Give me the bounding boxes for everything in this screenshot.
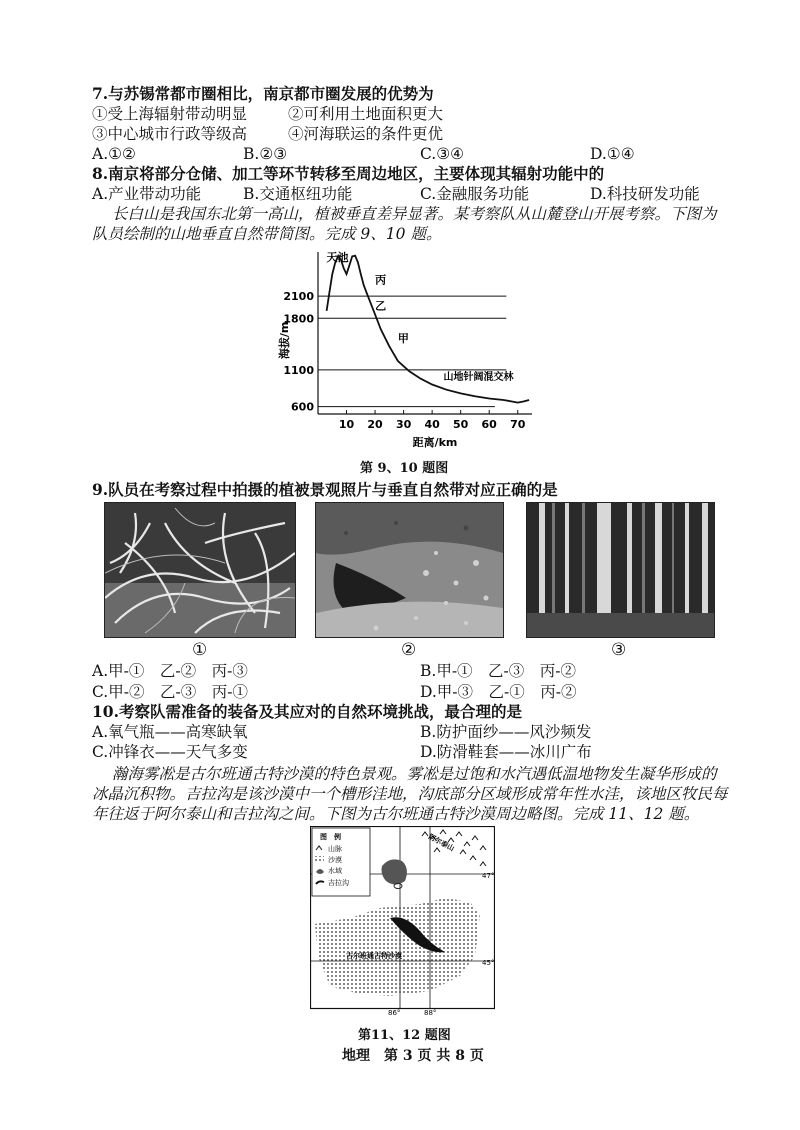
q8-option-c[interactable]: C.金融服务功能 (420, 185, 530, 203)
lat-label-47: 47° (482, 872, 495, 880)
gurbantunggut-map (310, 826, 495, 1016)
q7-item-4: ④河海联运的条件更优 (288, 125, 444, 143)
q7-option-b[interactable]: B.②③ (243, 145, 288, 163)
q10-option-b[interactable]: B.防护面纱——风沙频发 (420, 723, 592, 741)
q9-option-b[interactable]: B.甲-① 乙-③ 丙-② (420, 662, 577, 680)
q9-option-a[interactable]: A.甲-① 乙-② 丙-③ (92, 662, 248, 680)
q7-item-1: ①受上海辐射带动明显 (92, 105, 248, 123)
q8-option-d[interactable]: D.科技研发功能 (590, 185, 700, 203)
q7-option-c[interactable]: C.③④ (420, 145, 465, 163)
legend-title: 图 例 (320, 833, 341, 841)
lon-label-88: 88° (424, 1009, 437, 1016)
q7-item-3: ③中心城市行政等级高 (92, 125, 248, 143)
q8-option-a[interactable]: A.产业带动功能 (92, 185, 202, 203)
lat-label-45: 45° (482, 959, 495, 967)
intro-11-12-line-2: 冰晶沉积物。吉拉沟是该沙漠中一个槽形洼地，沟底部分区域形成常年性水洼，该地区牧民每 (92, 785, 728, 803)
q8-option-b[interactable]: B.交通枢纽功能 (243, 185, 353, 203)
x-tick-40: 40 (424, 418, 440, 431)
legend-gully: 吉拉沟 (328, 879, 349, 887)
intro-11-12-line-3: 年往返于阿尔泰山和吉拉沟之间。下图为古尔班通古特沙漠周边略图。完成 11、12 题。 (92, 805, 700, 823)
q9-stem: 9.队员在考察过程中拍摄的植被景观照片与垂直自然带对应正确的是 (92, 480, 558, 499)
photo-2-tundra-slope (315, 502, 504, 638)
vertical-zone-chart (260, 244, 550, 454)
x-tick-70: 70 (510, 418, 526, 431)
desert-label: 古尔班通古特沙漠 (346, 952, 402, 960)
q9-option-c[interactable]: C.甲-② 乙-③ 丙-① (92, 683, 248, 701)
label-zone-yi: 乙 (375, 299, 387, 313)
lon-label-86: 86° (388, 1009, 401, 1016)
x-tick-20: 20 (367, 418, 383, 431)
q7-option-a[interactable]: A.①② (92, 145, 136, 163)
x-tick-30: 30 (395, 418, 412, 431)
legend-desert-icon (315, 856, 324, 862)
label-base-zone: 山地针阔混交林 (443, 372, 514, 384)
q7-item-2: ②可利用土地面积更大 (288, 105, 444, 123)
chart-caption: 第 9、10 题图 (360, 461, 449, 476)
intro-9-10-line-2: 队员绘制的山地垂直自然带简图。完成 9、10 题。 (92, 225, 442, 243)
y-tick-2100: 2100 (283, 290, 314, 304)
mountain-label: 阿尔泰山 (427, 832, 456, 853)
y-tick-1100: 1100 (283, 363, 314, 377)
q7-option-d[interactable]: D.①④ (590, 145, 635, 163)
y-tick-1800: 1800 (283, 312, 314, 326)
photo-label-3: ③ (611, 640, 627, 660)
q9-option-d[interactable]: D.甲-③ 乙-① 丙-② (420, 683, 577, 701)
x-tick-10: 10 (338, 418, 355, 431)
chart-zone-lines (318, 296, 506, 406)
photo-1-alpine-shrub (104, 502, 296, 638)
label-tianchi: 天池 (326, 250, 349, 264)
chart-axes (318, 252, 532, 414)
q10-option-d[interactable]: D.防滑鞋套——冰川广布 (420, 743, 592, 761)
legend-water: 水域 (328, 867, 342, 875)
label-zone-jia: 甲 (397, 331, 409, 345)
q7-stem: 7.与苏锡常都市圈相比，南京都市圈发展的优势为 (92, 84, 434, 103)
intro-11-12-line-1: 瀚海雾凇是古尔班通古特沙漠的特色景观。雾凇是过饱和水汽遇低温地物发生凝华形成的 (112, 765, 717, 783)
q10-stem: 10.考察队需准备的装备及其应对的自然环境挑战，最合理的是 (92, 702, 522, 721)
intro-9-10-line-1: 长白山是我国东北第一高山，植被垂直差异显著。某考察队从山麓登山开展考察。下图为 (112, 205, 717, 223)
legend-desert: 沙漠 (328, 856, 342, 864)
q10-option-c[interactable]: C.冲锋衣——天气多变 (92, 743, 248, 761)
photo-label-1: ① (192, 640, 208, 660)
label-zone-bing: 丙 (375, 273, 387, 287)
legend-mountain: 山脉 (328, 845, 342, 853)
page-footer: 地理 第 3 页 共 8 页 (342, 1048, 484, 1064)
photo-3-coniferous-forest (526, 502, 715, 638)
y-tick-600: 600 (291, 400, 314, 414)
q8-stem: 8.南京将部分仓储、加工等环节转移至周边地区，主要体现其辐射功能中的 (92, 164, 605, 183)
x-tick-50: 50 (453, 418, 469, 431)
y-axis-label: 海拔/m (278, 321, 291, 360)
photo-label-2: ② (401, 640, 417, 660)
chart-x-ticks (339, 410, 526, 431)
x-tick-60: 60 (481, 418, 497, 431)
x-axis-label: 距离/km (412, 436, 458, 449)
map-caption: 第11、12 题图 (358, 1028, 451, 1043)
q10-option-a[interactable]: A.氧气瓶——高寒缺氧 (92, 723, 248, 741)
